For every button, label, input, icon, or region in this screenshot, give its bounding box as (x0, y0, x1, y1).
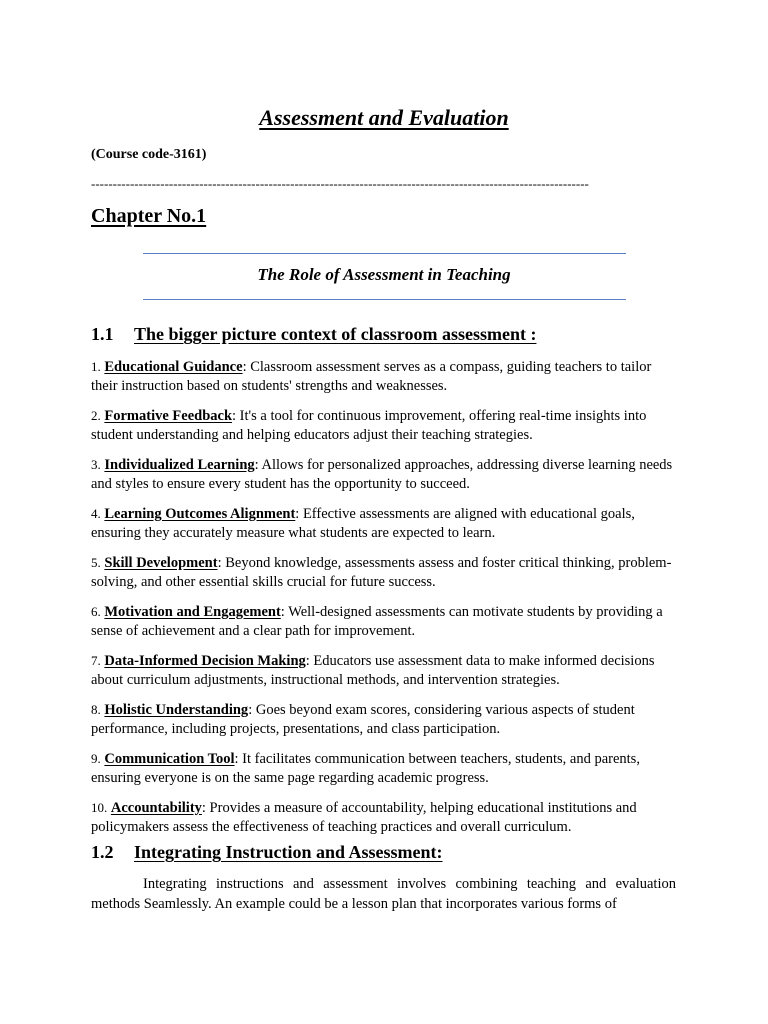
item-number: 2. (91, 408, 101, 423)
item-term: Individualized Learning (104, 457, 255, 473)
list-item (91, 798, 681, 847)
document-title: Assessment and Evaluation (259, 105, 509, 130)
item-text: : Educators use assessment data to make informed decisions about curriculum adjustments, instructional methods, and intervention strategies. (91, 653, 655, 688)
list-item (91, 651, 681, 700)
list-item (91, 749, 681, 798)
section-number: 1.1 (91, 324, 114, 344)
item-number: 8. (91, 702, 101, 717)
item-number: 5. (91, 555, 101, 570)
assessment-list (91, 357, 681, 847)
list-item (91, 455, 681, 504)
item-term: Accountability (110, 800, 202, 816)
item-text: : It facilitates communication between teachers, students, and parents, ensuring everyone is on the same page regarding academic progress. (91, 751, 640, 786)
list-item (91, 357, 681, 406)
chapter-subtitle: The Role of Assessment in Teaching (257, 265, 511, 284)
item-number: 4. (91, 506, 101, 521)
item-term: Holistic Understanding (104, 702, 249, 718)
separator-line: ------------------------------------------------------------------------------------------------------------------- (91, 176, 589, 191)
item-text: : Beyond knowledge, assessments assess and foster critical thinking, problem-solving, and other essential skills crucial for future success. (91, 555, 672, 590)
list-item (91, 700, 681, 749)
subtitle-top-rule (143, 253, 626, 254)
item-term: Communication Tool (104, 751, 235, 767)
item-term: Formative Feedback (104, 408, 233, 424)
item-text: : It's a tool for continuous improvement, offering real-time insights into student understanding and helping educators adjust their teaching strategies. (91, 408, 647, 443)
item-term: Skill Development (104, 555, 218, 571)
item-number: 1. (91, 359, 101, 374)
item-text: : Classroom assessment serves as a compass, guiding teachers to tailor their instruction based on students' strengths and weaknesses. (91, 359, 652, 394)
section-paragraph: Integrating instructions and assessment involves combining teaching and evaluation methods Seamlessly. An example could be a lesson plan that incorporates various forms of (91, 876, 676, 912)
item-term: Educational Guidance (104, 359, 243, 375)
list-item (91, 406, 681, 455)
item-term: Motivation and Engagement (104, 604, 281, 620)
item-term: Data-Informed Decision Making (104, 653, 306, 669)
section-number: 1.2 (91, 842, 114, 862)
item-text: : Goes beyond exam scores, considering various aspects of student performance, including projects, presentations, and class participation. (91, 702, 635, 737)
item-text: : Allows for personalized approaches, addressing diverse learning needs and styles to ensure every student has the opportunity to succeed. (91, 457, 673, 492)
section-title: The bigger picture context of classroom assessment : (134, 324, 537, 344)
section-title: Integrating Instruction and Assessment: (134, 842, 443, 862)
item-text: : Provides a measure of accountability, helping educational institutions and policymakers assess the effectiveness of teaching practices and overall curriculum. (91, 800, 637, 835)
chapter-heading: Chapter No.1 (91, 205, 207, 227)
item-number: 3. (91, 457, 101, 472)
item-number: 6. (91, 604, 101, 619)
item-number: 9. (91, 751, 101, 766)
item-term: Learning Outcomes Alignment (104, 506, 296, 522)
item-text: : Effective assessments are aligned with educational goals, ensuring they accurately measure what students are expected to learn. (91, 506, 635, 541)
list-item (91, 504, 681, 553)
list-item (91, 553, 681, 602)
item-number: 10. (91, 800, 108, 815)
subtitle-bottom-rule (143, 299, 626, 300)
list-item (91, 602, 681, 651)
section-heading-1-1 (91, 324, 536, 345)
course-code: (Course code-3161) (91, 147, 207, 162)
section-heading-1-2 (91, 842, 443, 863)
item-text: : Well-designed assessments can motivate students by providing a sense of achievement and a clear path for improvement. (91, 604, 663, 639)
item-number: 7. (91, 653, 101, 668)
